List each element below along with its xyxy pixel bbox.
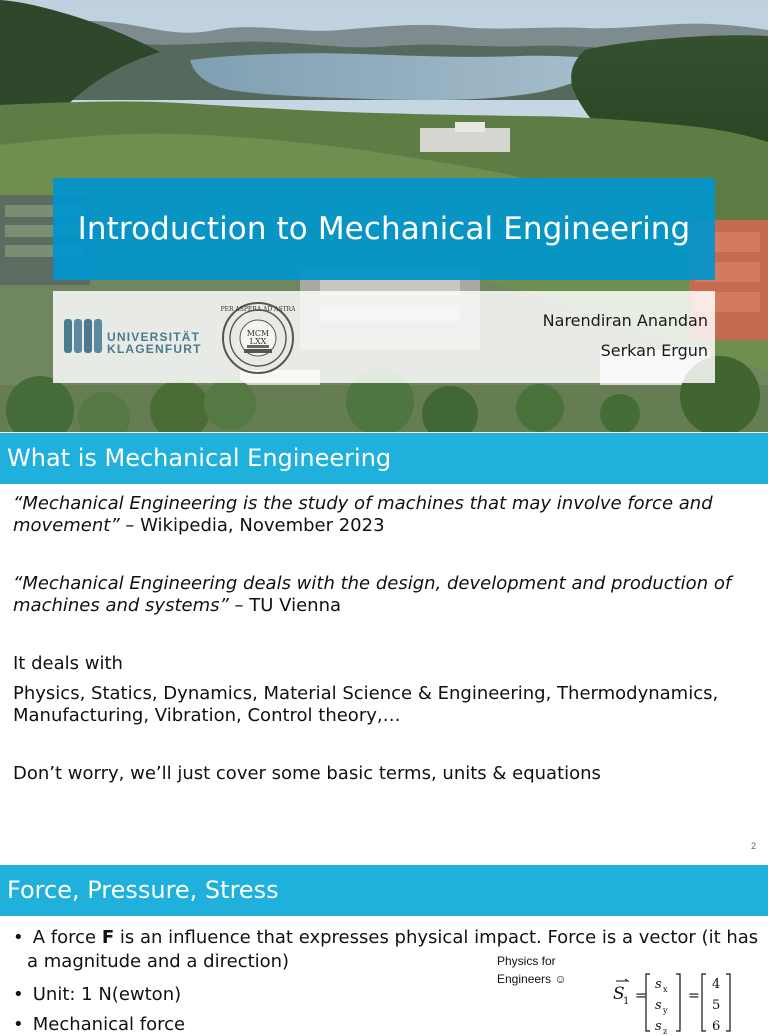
deals-with-label: It deals with — [13, 653, 123, 674]
bullet-unit — [13, 984, 181, 1006]
equation-equals-sign-2: = — [688, 988, 700, 1004]
quote-tu-vienna-source: – TU Vienna — [228, 595, 342, 616]
vector-equation — [608, 971, 738, 1036]
equation-component-y-subscript: y — [663, 1006, 668, 1015]
equation-equals-sign: = — [635, 988, 647, 1004]
quote-tu-vienna-text: “Mechanical Engineering deals with the design, development and production of machines and systems” — [13, 573, 732, 616]
seal-center-line-2: LXX — [249, 337, 267, 346]
bullet-icon: • — [13, 927, 24, 948]
force-symbol: F — [101, 927, 115, 948]
equation-lhs-subscript: 1 — [623, 996, 630, 1007]
bullet-icon: • — [13, 984, 24, 1005]
seal-arc-text: PER ASPERA AD ASTRA — [220, 306, 296, 313]
bullet-text — [33, 927, 758, 948]
university-wordmark-line-2: KLAGENFURT — [107, 342, 202, 356]
basic-terms-note: Don’t worry, we’ll just cover some basic terms, units & equations — [13, 763, 601, 784]
title-slide — [0, 0, 768, 432]
author-list — [543, 311, 708, 371]
bullet-mechanical-force-text: Mechanical force — [32, 1014, 186, 1035]
university-logo-icon — [64, 319, 102, 353]
slide-what-is-mechanical-engineering — [0, 432, 768, 864]
equation-component-z-subscript: z — [663, 1027, 668, 1036]
seal-center-line-1: MCM — [246, 329, 270, 338]
quote-wikipedia-source: – Wikipedia, November 2023 — [119, 515, 385, 536]
equation-lhs-symbol: S — [613, 984, 625, 1004]
author-panel — [53, 291, 715, 383]
slide-header: Force, Pressure, Stress — [0, 865, 768, 916]
equation-component-z: s — [655, 1019, 662, 1034]
quote-wikipedia — [13, 493, 758, 537]
bullet-icon: • — [13, 1014, 24, 1035]
author-name: Serkan Ergun — [600, 341, 708, 360]
quote-tu-vienna — [13, 573, 758, 617]
slide-title: Introduction to Mechanical Engineering — [77, 211, 691, 247]
equation-component-x: s — [655, 977, 662, 992]
bullet-force-rest: is an influence that expresses physical impact. Force is a vector (it has — [114, 927, 759, 948]
physics-note — [497, 952, 592, 988]
equation-value-z: 6 — [712, 1019, 721, 1034]
equation-component-x-subscript: x — [663, 985, 668, 994]
bullet-unit-text: Unit: 1 N(ewton) — [32, 984, 182, 1005]
bullet-mechanical-force — [13, 1014, 185, 1036]
university-wordmark — [107, 331, 202, 355]
slide-header: What is Mechanical Engineering — [0, 433, 768, 484]
equation-value-x: 4 — [712, 977, 721, 992]
quote-wikipedia-text: “Mechanical Engineering is the study of machines that may involve force and movement” — [13, 493, 713, 536]
university-wordmark-line-1: UNIVERSITÄT — [107, 330, 201, 344]
equation-component-y: s — [655, 998, 662, 1013]
physics-note-line-1: Physics for — [497, 954, 556, 968]
title-banner — [53, 178, 715, 280]
topics-text: Physics, Statics, Dynamics, Material Science & Engineering, Thermodynamics, Manufacturing, Vibration, Control theory,… — [13, 683, 719, 726]
bullet-force-definition-continued: a magnitude and a direction) — [27, 951, 290, 972]
equation-value-y: 5 — [712, 998, 721, 1013]
university-seal-icon — [221, 301, 295, 375]
page-number: 2 — [750, 841, 756, 851]
physics-note-line-2: Engineers ☺ — [497, 972, 567, 986]
bullet-force-definition — [13, 927, 758, 949]
author-name: Narendiran Anandan — [542, 311, 708, 330]
slide-force-pressure-stress — [0, 864, 768, 1036]
bullet-force-prefix: A force — [32, 927, 102, 948]
